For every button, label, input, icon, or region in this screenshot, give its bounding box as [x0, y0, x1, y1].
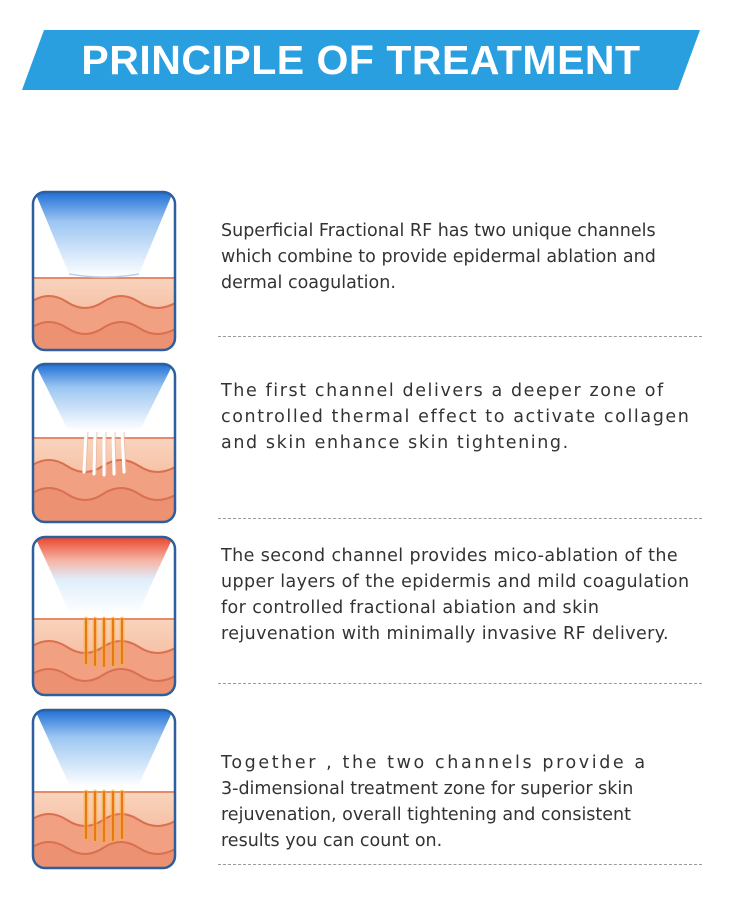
title-banner [22, 30, 700, 90]
handpiece-illustration [31, 190, 177, 352]
handpiece-illustration [31, 535, 177, 697]
step-description-lead: Together , the two channels provide a [221, 753, 648, 773]
dashed-divider [218, 864, 702, 865]
step-description-rest: 3-dimensional treatment zone for superior skin rejuvenation, overall tightening and consistent results you can count on. [221, 779, 634, 851]
step-description: The second channel provides mico-ablation of the upper layers of the epidermis and mild coagulation for controlled fractional abiation and skin rejuvenation with minimally invasive RF delivery. [221, 546, 690, 644]
dashed-divider [218, 336, 702, 337]
step-description: Superficial Fractional RF has two unique channels which combine to provide epidermal ablation and dermal coagulation. [221, 221, 656, 293]
handpiece-illustration [31, 708, 177, 870]
dashed-divider [218, 683, 702, 684]
page-title: PRINCIPLE OF TREATMENT [81, 37, 641, 83]
step-description [221, 750, 691, 854]
handpiece-illustration [31, 362, 177, 524]
dashed-divider [218, 518, 702, 519]
step-description: The first channel delivers a deeper zone of controlled thermal effect to activate collagen and skin enhance skin tightening. [221, 381, 691, 453]
